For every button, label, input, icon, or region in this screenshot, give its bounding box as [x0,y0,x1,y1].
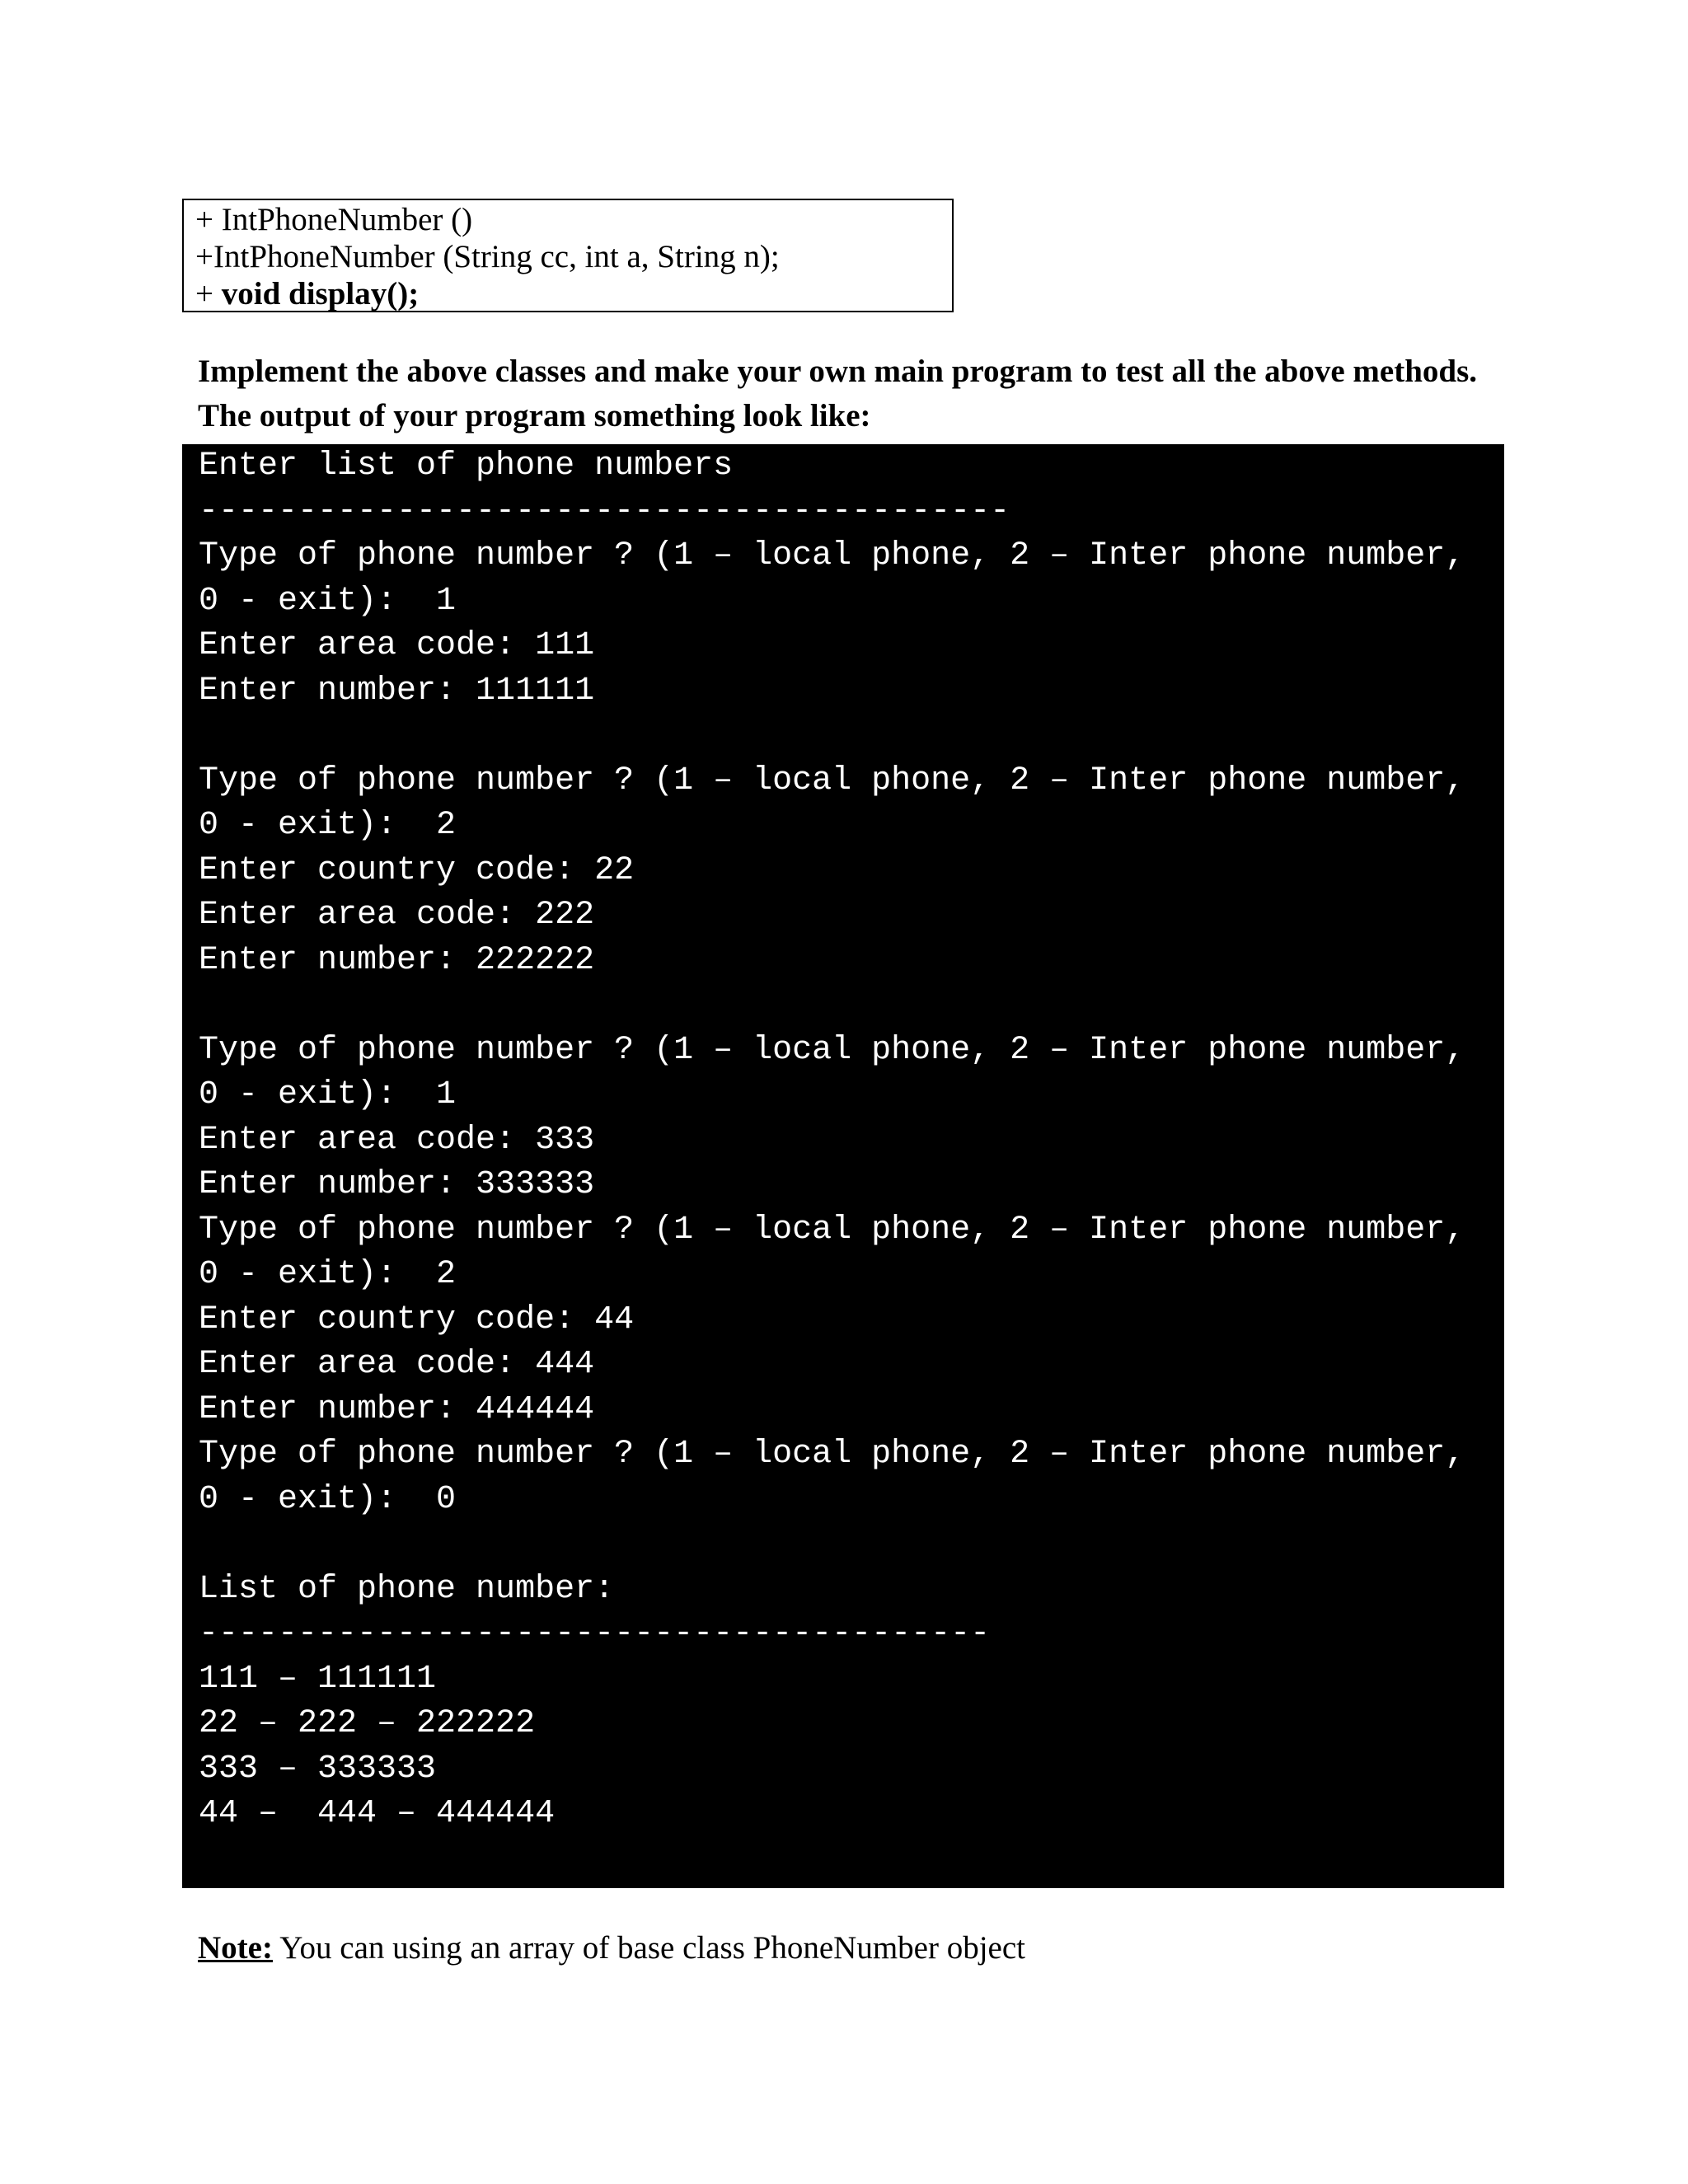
console-line: Type of phone number ? (1 – local phone, 2 – Inter phone number, [199,1211,1465,1249]
console-line: Enter area code: 333 [199,1121,595,1159]
console-line: Type of phone number ? (1 – local phone, 2 – Inter phone number, [199,1436,1465,1473]
console-line: 0 - exit): 1 [199,1076,457,1113]
console-line: Enter area code: 111 [199,627,595,664]
console-line: Enter number: 333333 [199,1166,595,1203]
note-label: Note: [198,1930,273,1966]
console-output [182,444,1504,1888]
console-line: Enter area code: 444 [199,1346,595,1383]
console-line: 333 – 333333 [199,1750,437,1788]
console-line [199,1522,1504,1568]
class-method-box [182,199,954,312]
display-method-signature: void display(); [221,276,420,312]
console-line: Enter list of phone numbers [199,448,734,485]
console-line: 0 - exit): 1 [199,582,457,620]
console-line [199,983,1504,1029]
console-line: Type of phone number ? (1 – local phone, 2 – Inter phone number, [199,1031,1465,1069]
display-method-prefix: + [195,276,222,312]
console-line: 0 - exit): 2 [199,1256,457,1293]
console-line: 44 – 444 – 444444 [199,1795,556,1832]
console-line: ---------------------------------------- [199,1615,991,1652]
console-line: Enter area code: 222 [199,897,595,934]
console-line: 111 – 111111 [199,1660,437,1698]
console-line: 0 - exit): 2 [199,807,457,844]
constructor-default: + IntPhoneNumber () [195,202,473,237]
console-line [199,714,1504,759]
constructor-params: +IntPhoneNumber (String cc, int a, String n); [195,239,780,274]
console-line: Enter country code: 22 [199,851,635,889]
console-line: Type of phone number ? (1 – local phone, 2 – Inter phone number, [199,537,1465,574]
console-line: List of phone number: [199,1570,615,1608]
note-text: You can using an array of base class PhoneNumber object [272,1930,1025,1966]
console-line: ----------------------------------------- [199,492,1010,530]
console-line: Type of phone number ? (1 – local phone, 2 – Inter phone number, [199,762,1465,799]
instructions-paragraph: Implement the above classes and make your own main program to test all the above methods. The output of your program something look like: [198,354,1478,434]
note-paragraph [198,1928,1025,1969]
console-line: Enter number: 444444 [199,1390,595,1428]
console-line: Enter number: 222222 [199,941,595,979]
console-line: Enter country code: 44 [199,1301,635,1338]
console-line: 22 – 222 – 222222 [199,1705,536,1742]
display-method [195,275,952,312]
console-line: 0 - exit): 0 [199,1480,457,1518]
console-line: Enter number: 111111 [199,672,595,710]
